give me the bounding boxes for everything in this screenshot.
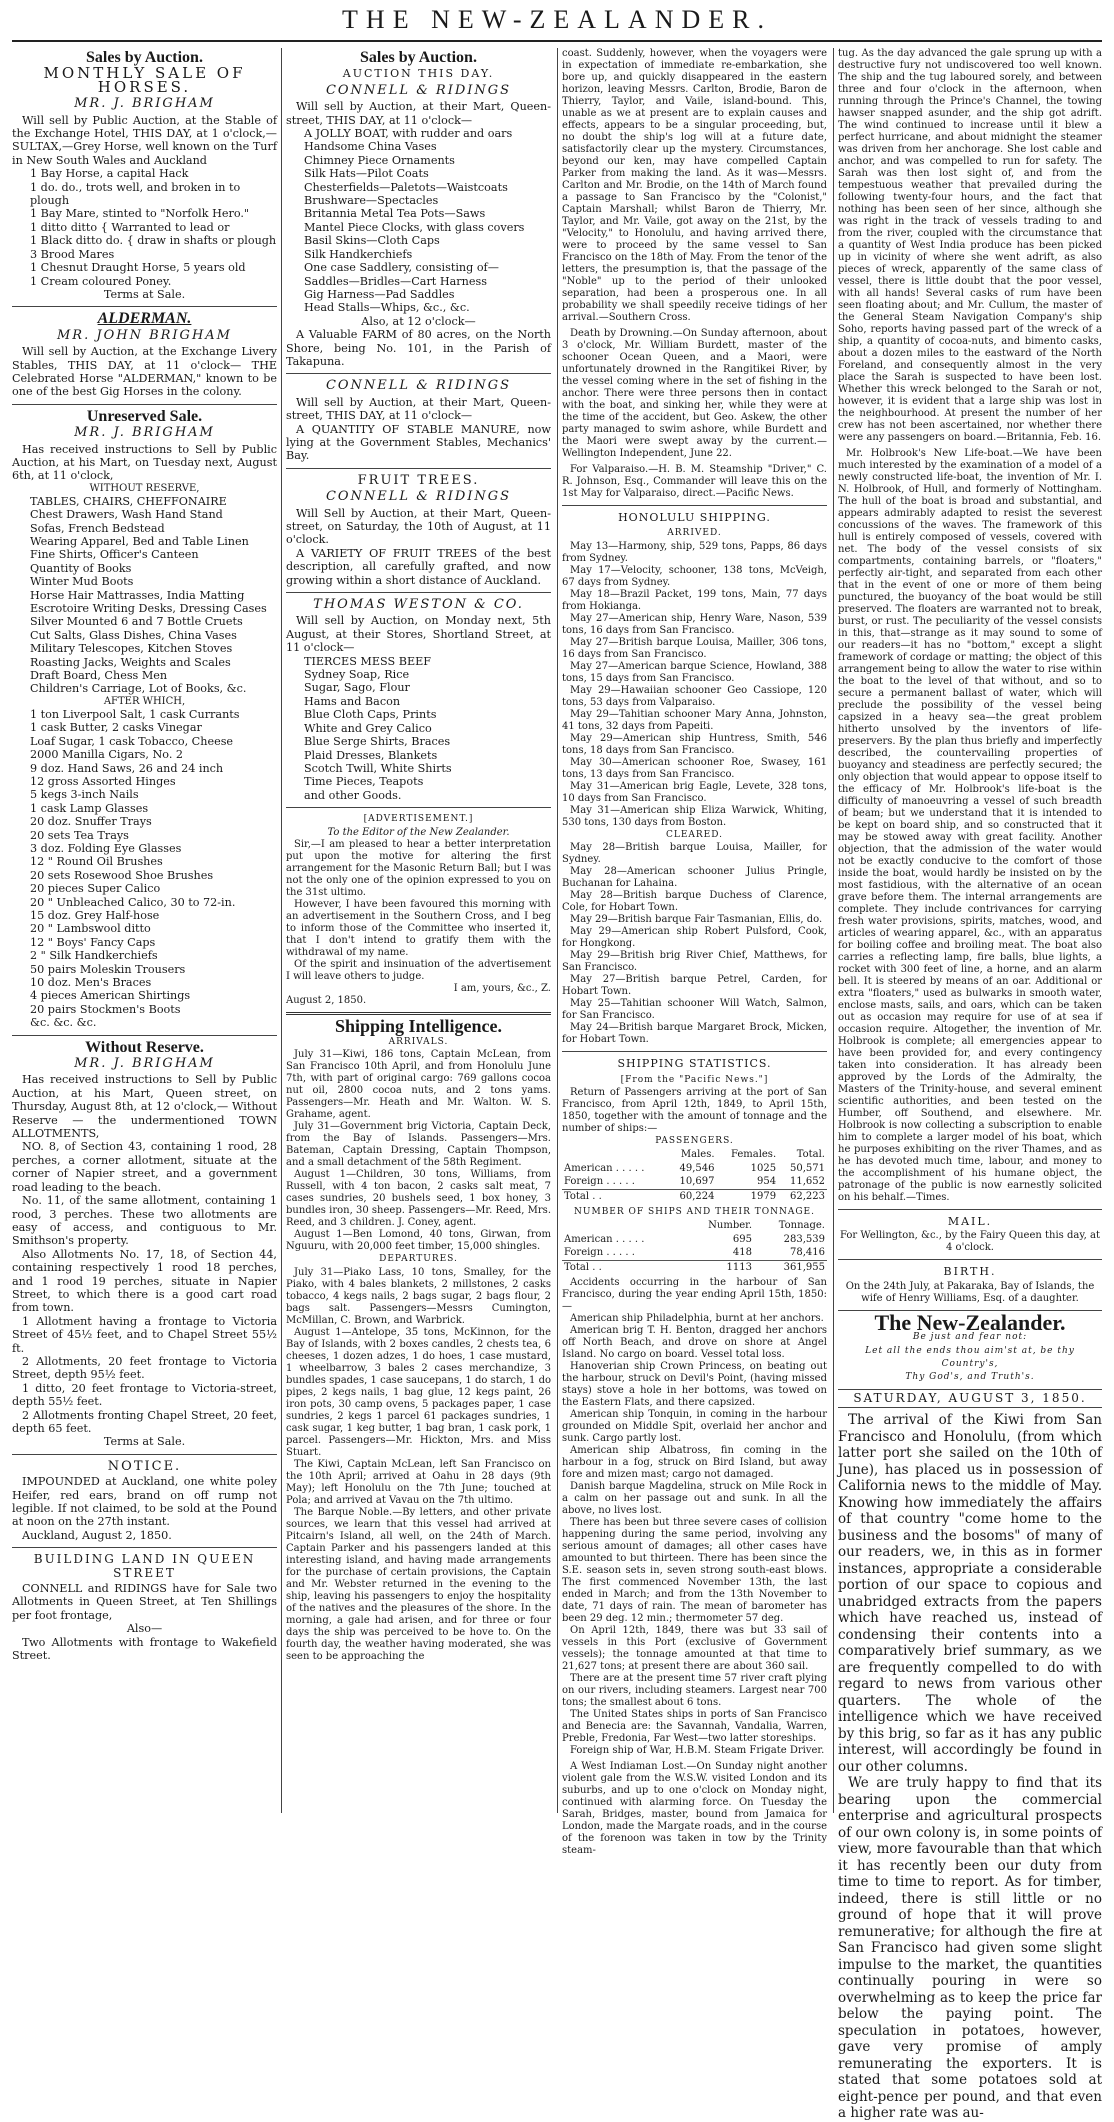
divider: [12, 1035, 277, 1036]
subheading: NUMBER OF SHIPS AND THEIR TONNAGE.: [574, 1207, 815, 1218]
lot-item: No. 11, of the same allotment, containing 1 rood, 3 perches. These two allotments are easy of access, and contiguous to Mr. Smithson's property.: [12, 1194, 277, 1248]
list-item: A JOLLY BOAT, with rudder and oars: [304, 127, 513, 141]
lot-list: [12, 1140, 277, 1435]
lot-item: 1 ditto, 20 feet frontage to Victoria-street, depth 55½ feet.: [12, 1381, 277, 1409]
table-header-cell: [562, 1148, 668, 1161]
notice-text: On the 24th July, at Pakaraka, Bay of Islands, the wife of Henry Williams, Esq. of a daughter.: [845, 1280, 1095, 1304]
source-note: [From the "Pacific News."]: [620, 1074, 769, 1085]
letter-signature: I am, yours, &c., Z.: [453, 982, 551, 994]
arrival-entry: May 17—Velocity, schooner, 138 tons, McVeigh, 67 days from Sydney.: [562, 564, 827, 588]
ad-title: AUCTION THIS DAY.: [342, 67, 495, 81]
list-item: Sofas, French Bedstead: [30, 521, 165, 535]
cleared-entry: May 29—British brig River Chief, Matthews, for San Francisco.: [562, 950, 827, 974]
list-item: Saddles—Bridles—Cart Harness: [304, 274, 487, 288]
ad-text: A QUANTITY OF STABLE MANURE, now lying at the Government Stables, Mechanics' Bay.: [286, 422, 551, 463]
section-heading: SHIPPING STATISTICS.: [617, 1057, 772, 1071]
list-item: 9 doz. Hand Saws, 26 and 24 inch: [30, 761, 224, 775]
accident-entry: American brig T. H. Benton, dragged her anchors off North Beach, and drove on shore at Angel Island. No cargo on board. Vessel total loss.: [562, 1325, 827, 1361]
arrival-entry: July 31—Government brig Victoria, Captain Deck, from the Bay of Islands. Passengers—Mrs. Bateman, Captain Dressing, Captain Thompson, and a small detachment of the 58th Regiment.: [286, 1121, 551, 1169]
table-cell: 62,223: [778, 1189, 827, 1203]
letter-paragraph: Of the spirit and insinuation of the advertisement I will leave others to judge.: [286, 958, 551, 982]
news-item: For Valparaiso.—H. B. M. Steamship "Driver," C. R. Johnson, Esq., Commander will leave this on the 1st May for Valparaiso, direct.—Pacific News.: [562, 464, 827, 499]
subheading: DEPARTURES.: [379, 1254, 458, 1265]
ad-title: Without Reserve.: [85, 1038, 204, 1056]
arrival-entry: May 29—American ship Huntress, Smith, 546 tons, 18 days from San Francisco.: [562, 732, 827, 756]
list-item: Winter Mud Boots: [30, 575, 134, 589]
lot-item: 2 Allotments, 20 feet frontage to Victoria Street, depth 95½ feet.: [12, 1354, 277, 1382]
ad-text: Also, at 12 o'clock—: [361, 314, 476, 328]
table-cell: 1113: [685, 1260, 754, 1274]
section-heading: Shipping Intelligence.: [334, 1015, 503, 1036]
arrival-entry: May 27—British barque Louisa, Mailler, 306 tons, 16 days from San Francisco.: [562, 636, 827, 660]
table-cell: Total . .: [562, 1260, 685, 1274]
table-header-cell: Number.: [708, 1220, 752, 1232]
letter-paragraph: However, I have been favoured this morning with an advertisement in the Southern Cross, and I beg to inform those of the Committee who inserted it, that I don't intend to gratify them with the withdrawal of my name.: [286, 898, 551, 958]
arrival-entry: May 13—Harmony, ship, 529 tons, Papps, 86 days from Sydney.: [562, 540, 827, 564]
section-heading: BIRTH.: [943, 1265, 997, 1279]
list-item: Loaf Sugar, 1 cask Tobacco, Cheese: [30, 734, 234, 748]
subheading: PASSENGERS.: [655, 1136, 734, 1147]
list-item: Hams and Bacon: [304, 694, 401, 708]
cleared-entry: May 29—American ship Robert Pulsford, Cook, for Hongkong.: [562, 926, 827, 950]
lot-item: NO. 8, of Section 43, containing 1 rood, 28 perches, a corner allotment, situate at the corner of Napier street, and a government road leading to the beach.: [12, 1140, 277, 1194]
list-item: 1 cask Butter, 2 casks Vinegar: [30, 721, 202, 735]
divider: [12, 404, 277, 405]
list-item: Britannia Metal Tea Pots—Saws: [304, 207, 486, 221]
table-cell: 11,652: [790, 1176, 825, 1188]
list-item: 20 pairs Stockmen's Boots: [30, 1002, 181, 1016]
column-4: [838, 48, 1102, 2122]
list-item: Plaid Dresses, Blankets: [304, 748, 438, 762]
column-divider: [833, 48, 834, 1813]
lot-item: 1 Allotment having a frontage to Victoria Street of 45½ feet, and to Chapel Street 55½ ft.: [12, 1314, 277, 1355]
list-item: 12 gross Assorted Hinges: [30, 774, 176, 788]
cleared-entry: May 28—British barque Louisa, Mailler, for Sydney.: [562, 842, 827, 866]
passengers-table: [562, 1148, 827, 1203]
divider: [838, 1259, 1102, 1260]
cleared-entry: May 29—British barque Fair Tasmanian, Ellis, do.: [570, 914, 823, 926]
list-item: and other Goods.: [304, 788, 402, 802]
ad-text: Will sell by Auction, at their Mart, Queen-street, THIS DAY, at 11 o'clock—: [286, 395, 551, 423]
list-item: 20 sets Rosewood Shoe Brushes: [30, 868, 214, 882]
list-item: One case Saddlery, consisting of—: [304, 261, 499, 275]
ad-title: BUILDING LAND IN QUEEN STREET: [33, 1552, 256, 1580]
divider: [12, 306, 277, 307]
list-item: 15 doz. Grey Half-hose: [30, 908, 160, 922]
ad-text: Will Sell by Auction, at their Mart, Queen-street, on Saturday, the 10th of August, at 11 o'clock.: [286, 506, 551, 547]
divider: [838, 1209, 1102, 1210]
notice-text: For Wellington, &c., by the Fairy Queen this day, at 4 o'clock.: [840, 1230, 1100, 1254]
list-item: 50 pairs Moleskin Trousers: [30, 962, 186, 976]
divider: [286, 807, 551, 808]
list-item: White and Grey Calico: [304, 721, 432, 735]
section-heading: HONOLULU SHIPPING.: [618, 511, 771, 524]
list-item: Children's Carriage, Lot of Books, &c.: [30, 682, 247, 696]
accident-entry: Danish barque Magdelina, struck on Mile Rock in a calm on her passage out and sunk. In all the above, no lives lost.: [562, 1481, 827, 1517]
arrival-entry: May 27—American ship, Henry Ware, Nason, 539 tons, 16 days from San Francisco.: [562, 612, 827, 636]
table-row: [562, 1260, 827, 1274]
cleared-list: [562, 842, 827, 1046]
arrived-list: [562, 541, 827, 829]
list-item: 1 cask Lamp Glasses: [30, 801, 149, 815]
table-cell: Total . .: [562, 1189, 668, 1203]
list-item: TABLES, CHAIRS, CHEFFONAIRE: [30, 494, 227, 508]
table-header-cell: [562, 1219, 685, 1232]
letter-body: [286, 839, 551, 983]
column-2: [286, 48, 551, 1813]
table-cell: American . . . . .: [564, 1233, 645, 1245]
list-item: Sugar, Sago, Flour: [304, 681, 410, 695]
list-item: Roasting Jacks, Weights and Scales: [30, 655, 231, 669]
table-row: [562, 1246, 827, 1260]
dateline: SATURDAY, AUGUST 3, 1850.: [838, 1389, 1102, 1408]
news-item: Death by Drowning.—On Sunday afternoon, about 3 o'clock, Mr. William Burdett, master of the schooner Ocean Queen, and a Maori, were unfortunately drowned in the Rangitikei River, by the vessel coming where in the set of fishing in the anchor. There were three persons then in contact with the boat, and sinking her, while they were at the time of the accident, but Geo. Askew, the other party managed to swim ashore, while Burdett and the Maori were swept away by the current.—Wellington Independent, June 22.: [562, 328, 827, 459]
ad-text: Two Allotments with frontage to Wakefield Street.: [12, 1635, 277, 1663]
list-item: TIERCES MESS BEEF: [304, 654, 432, 668]
list-item: 1 ton Liverpool Salt, 1 cask Currants: [30, 707, 240, 721]
list-item: Silver Mounted 6 and 7 Bottle Cruets: [30, 615, 243, 629]
motto: Be just and fear not:: [912, 1332, 1028, 1343]
ad-date: Auckland, August 2, 1850.: [22, 1528, 172, 1542]
list-item: 1 Bay Horse, a capital Hack: [30, 167, 189, 181]
list-item: 2 " Silk Handkerchiefs: [30, 949, 158, 963]
lot-item: Also Allotments No. 17, 18, of Section 44, containing respectively 1 rood 18 perches, and 1 rood 19 perches, situate in Napier Street, to which there is a good cart road from town.: [12, 1247, 277, 1315]
list-item: 3 doz. Folding Eye Glasses: [30, 841, 182, 855]
ad-text: Will sell by Auction, on Monday next, 5th August, at their Stores, Shortland Street, at 11 o'clock—: [286, 614, 551, 655]
arrival-entry: May 30—American schooner Roe, Swasey, 161 tons, 13 days from San Francisco.: [562, 756, 827, 780]
letter-address: To the Editor of the New Zealander.: [327, 826, 510, 838]
table-row: [562, 1189, 827, 1203]
list-item: 2000 Manilla Cigars, No. 2: [30, 748, 184, 762]
divider: [286, 373, 551, 374]
cleared-entry: May 28—American schooner Julius Pringle, Buchanan for Lahaina.: [562, 866, 827, 890]
accident-entry: Foreign ship of War, H.B.M. Steam Frigate Driver.: [570, 1745, 825, 1757]
list-item: Scotch Twill, White Shirts: [304, 761, 452, 775]
column-3: [562, 48, 827, 1857]
column-1: [12, 48, 277, 1813]
list-item: 20 doz. Snuffer Trays: [30, 815, 152, 829]
table-header-cell: Total.: [796, 1149, 825, 1161]
list-item: Silk Hats—Pilot Coats: [304, 167, 429, 181]
motto: Thy God's, and Truth's.: [905, 1372, 1035, 1383]
table-cell: 954: [757, 1176, 777, 1188]
divider: [286, 468, 551, 469]
list-item: 1 Chesnut Draught Horse, 5 years old: [30, 261, 246, 275]
section-heading: Sales by Auction.: [86, 49, 203, 66]
ad-text: A Valuable FARM of 80 acres, on the North Shore, being No. 101, in the Parish of Takapuna.: [286, 328, 551, 368]
list-item: Military Telescopes, Kitchen Stoves: [30, 642, 233, 656]
ad-title: FRUIT TREES.: [357, 472, 480, 488]
table-cell: American . . . . .: [564, 1162, 645, 1174]
divider: [286, 1012, 551, 1015]
list-item: Basil Skins—Cloth Caps: [304, 234, 440, 248]
divider: [286, 592, 551, 593]
divider: [12, 1547, 277, 1548]
table-row: [562, 1175, 827, 1189]
motto: Let all the ends thou aim'st at, be thy Country's,: [865, 1345, 1075, 1370]
auctioneer-name: CONNELL & RIDINGS: [325, 489, 512, 505]
news-item: Return of Passengers arriving at the port of San Francisco, from April 12th, 1849, to April 15th, 1850, together with the amount of tonnage and the number of ships:—: [562, 1087, 827, 1135]
list-item: Gig Harness—Pad Saddles: [304, 287, 455, 301]
accident-entry: American ship Tonquin, in coming in the harbour grounded on Middle Spit, overlaid her anchor and sunk. Cargo partly lost.: [562, 1409, 827, 1445]
arrival-entry: July 31—Kiwi, 186 tons, Captain McLean, from San Francisco 10th April, and from Honolulu June 7th, with part of original cargo: 769 gallons cocoa nut oil, 2800 cocoa nuts, and 2 tons yams. Passengers—Mr. Heath and Mr. Walton. W. S. Grahame, agent.: [286, 1049, 551, 1121]
subheading: ARRIVED.: [667, 528, 722, 539]
auctioneer-name: CONNELL & RIDINGS: [325, 378, 512, 394]
list-item: 4 pieces American Shirtings: [30, 989, 191, 1003]
ad-text: Will sell by Auction, at the Exchange Livery Stables, THIS DAY, at 11 o'clock— THE Celebrated Horse "ALDERMAN," known to be one of the best Gig Horses in the colony.: [12, 345, 277, 399]
auctioneer-name: MR. J. BRIGHAM: [74, 425, 215, 441]
list-item: Blue Cloth Caps, Prints: [304, 708, 437, 722]
terms: Terms at Sale.: [103, 287, 186, 301]
item-list: [286, 655, 551, 802]
divider: [562, 1051, 827, 1052]
table-cell: Foreign . . . . .: [564, 1247, 635, 1259]
editorial-title: The New-Zealander.: [874, 1309, 1066, 1335]
editorial-paragraph: The arrival of the Kiwi from San Francisco and Honolulu, (from which latter port she sailed on the 10th of June), has placed us in possession of California news to the middle of May. Knowing how immediately the affairs of that country "come home to the business and the bosoms" of many of our readers, we, in this as in former instances, appropriate a considerable portion of our space to copious and unabridged extracts from the papers which have reached us, instead of condensing their contents into a comparatively brief summary, as we are frequently compelled to do with regard to news from various other quarters. The whole of the intelligence which we have received by this brig, so far as it has any public interest, will accordingly be found in our other columns.: [838, 1412, 1102, 1775]
arrival-entry: May 29—Hawaiian schooner Geo Cassiope, 120 tons, 53 days from Valparaiso.: [562, 684, 827, 708]
table-row: [562, 1233, 827, 1246]
list-item: 3 Brood Mares: [30, 247, 115, 261]
arrival-entry: May 27—American barque Science, Howland, 388 tons, 15 days from San Francisco.: [562, 660, 827, 684]
item-list: [286, 127, 551, 315]
column-divider: [557, 48, 558, 1813]
subheading: AFTER WHICH,: [103, 695, 186, 707]
list-item: Fine Shirts, Officer's Canteen: [30, 548, 199, 562]
list-item: Escrotoire Writing Desks, Dressing Cases: [30, 602, 267, 616]
arrival-entry: August 1—Ben Lomond, 40 tons, Girwan, from Nguuru, with 20,000 feet timber, 15,000 shingles.: [286, 1229, 551, 1253]
ad-text: Will sell by Auction, at their Mart, Queen-street, THIS DAY, at 11 o'clock—: [286, 100, 551, 127]
table-row: [562, 1162, 827, 1175]
column-divider: [281, 48, 282, 1813]
arrival-entry: May 29—Tahitian schooner Mary Anna, Johnston, 41 tons, 32 days from Papeiti.: [562, 708, 827, 732]
list-item: Time Pieces, Teapots: [304, 775, 424, 789]
table-cell: 78,416: [790, 1247, 825, 1259]
table-cell: 1025: [750, 1162, 777, 1174]
list-item: 10 doz. Men's Braces: [30, 976, 152, 989]
accident-entry: There has been but three severe cases of collision happening during the same period, involving any serious amount of damages; all other cases have amounted to but thirteen. There has been since the S.E. season sets in, seven strong south-east blows. The first commenced November 13th, the last ended in March; and from the 13th November to date, 71 days of rain. The mean of barometer has been 29 deg. 12 min.; thermometer 57 deg.: [562, 1517, 827, 1625]
ad-title: ALDERMAN.: [97, 310, 192, 328]
news-item: The Barque Noble.—By letters, and other private sources, we learn that this vessel had arrived at Pitcairn's Island, all well, on the 24th of March. Captain Parker and his passengers landed at this interesting island, and having made arrangements for the purchase of certain provisions, the Captain and Mr. Webster returned in the evening to the ship, leaving his passengers to enjoy the hospitality of the natives and the pleasures of the shore. In the morning, a gale had arisen, and for three or four days the ship was perceived to be hove to. On the fourth day, the weather having moderated, she was seen to be approaching the: [286, 1506, 551, 1662]
news-item: The Kiwi, Captain McLean, left San Francisco on the 10th April; arrived at Oahu in 28 days (9th May); left Honolulu on the 7th June; touched at Pola; and arrived at Vavau on the 7th ultimo.: [286, 1458, 551, 1506]
table-cell: 60,224: [668, 1189, 717, 1203]
list-item: Handsome China Vases: [304, 140, 437, 154]
accidents-list: [562, 1277, 827, 1757]
editorial-body: [838, 1412, 1102, 2122]
list-item: Blue Serge Shirts, Braces: [304, 735, 451, 749]
ad-title: NOTICE.: [107, 1458, 182, 1474]
ad-text: CONNELL and RIDINGS have for Sale two Allotments in Queen Street, at Ten Shillings per foot frontage,: [12, 1582, 277, 1622]
ad-title: MONTHLY SALE OF HORSES.: [43, 64, 246, 96]
cleared-entry: May 28—British barque Duchess of Clarence, Cole, for Hobart Town.: [562, 890, 827, 914]
terms: Terms at Sale.: [103, 1435, 186, 1449]
accident-entry: Accidents occurring in the harbour of San Francisco, during the year ending April 15th, 1850:—: [562, 1277, 827, 1313]
auctioneer-name: THOMAS WESTON & CO.: [313, 597, 524, 613]
adv-label: [ADVERTISEMENT.]: [363, 814, 474, 825]
section-heading: Sales by Auction.: [360, 49, 477, 66]
accident-entry: American ship Albatross, fin coming in the harbour in a fog, struck on Bird Island, but away fore and mizen mast; cargo not damaged.: [562, 1445, 827, 1481]
table-header-cell: Tonnage.: [778, 1220, 825, 1232]
subheading: ARRIVALS.: [388, 1036, 449, 1047]
auctioneer-name: MR. J. BRIGHAM: [74, 1056, 215, 1072]
list-item: &c. &c. &c.: [30, 1016, 97, 1030]
newspaper-title: THE NEW-ZEALANDER.: [342, 5, 772, 34]
list-item: 20 " Unbleached Calico, 30 to 72-in.: [30, 895, 236, 909]
subheading: WITHOUT RESERVE,: [89, 482, 200, 494]
list-item: 20 sets Tea Trays: [30, 828, 129, 842]
table-cell: 1979: [717, 1189, 779, 1203]
table-cell: 695: [732, 1233, 752, 1245]
table-header-cell: Females.: [730, 1149, 777, 1161]
list-item: 1 do. do., trots well, and broken in to plough: [30, 180, 241, 208]
accident-entry: Hanoverian ship Crown Princess, on beating out the harbour, struck on Devil's Point, (having missed stays) stove a hole in her bottoms, was towed on the Eastern Flats, and there capsized.: [562, 1361, 827, 1409]
list-item: Chesterfields—Paletots—Waistcoats: [304, 180, 508, 194]
list-item: 12 " Round Oil Brushes: [30, 855, 163, 869]
table-cell: 10,697: [679, 1176, 715, 1188]
arrival-entry: May 18—Brazil Packet, 199 tons, Main, 77 days from Hokianga.: [562, 588, 827, 612]
list-item: Cut Salts, Glass Dishes, China Vases: [30, 628, 237, 642]
ad-text: IMPOUNDED at Auckland, one white poley Heifer, red ears, brand on off rump not legible. If not claimed, to be sold at the Pound at noon on the 27th instant.: [12, 1475, 277, 1529]
list-item: Sydney Soap, Rice: [304, 668, 410, 682]
list-item: Draft Board, Chess Men: [30, 669, 168, 683]
item-list: [12, 708, 277, 1030]
divider: [12, 1454, 277, 1455]
horse-list: [12, 167, 277, 288]
arrival-entry: May 31—American ship Eliza Warwick, Whiting, 530 tons, 130 days from Boston.: [562, 804, 827, 828]
list-item: 1 Black ditto do. { draw in shafts or plough: [30, 234, 277, 248]
list-item: Horse Hair Mattrasses, India Matting: [30, 588, 245, 602]
list-item: Brushware—Spectacles: [304, 194, 439, 208]
lot-item: 2 Allotments fronting Chapel Street, 20 feet, depth 65 feet.: [12, 1408, 277, 1435]
news-item: Mr. Holbrook's New Life-boat.—We have been much interested by the examination of a model of a newly constructed life-boat, the invention of Mr. I. N. Holbrook, of Hull, and formerly of Nottingham. The hull of the boat is broad and substantial, and appears admirably adapted to resist the severest concussions of the waves. The framework of this hull is entirely composed of vessels, covered with net. The body of the vessel consists of six compartments, containing barrels, or "floaters," perfectly air-tight, and separated from each other that in the event of one or more of them being punctured, the buoyancy of the boat would be still preserved. The floaters are warranted not to break, burst, or rust. The peculiarity of the vessel consists in this, that—strange as it may sound to some of our readers—it has no "bottom," except a slight framework of cordage or matting; the object of this arrangement being to allow the water to rise within the boat to the level of that without, and so to secure a permanent ballast of water, which will preclude the possibility of the vessel being capsized in a heavy sea—the great problem hitherto unsolved by the inventors of life-preservers. By the plan thus briefly and imperfectly described, the countervailing properties of buoyancy and steadiness are perfectly secured; the only objection that would appear to oppose itself to the efficacy of Mr. Holbrook's life-boat is the difficulty of manoeuvring a vessel of such breadth of beam; but we understand that it is intended to be kept on board ship, and so constructed that it may be stowed away with great facility. Another objection, that the admission of the water would not be exactly conducive to the comfort of those inside the boat, would hardly be insisted on by the most fastidious, with the alternative of an ocean grave before them. The internal arrangements are complete. They include contrivances for carrying fresh water provisions, spirits, matches, wood, and articles of wearing apparel, &c., with an apparatus for boiling coffee and broiling meat. The boat also carries a reflecting lamp, fire balls, blue lights, a rocket with 300 feet of line, a horne, and an alarm bell. It is steered by means of an oar. Additional or extra "floaters," used as bulwarks in smooth water, enclose masts, sails, and oars, which can be taken out as occasion may require for use of at sea if occasion require. Altogether, the invention of Mr. Holbrook is complete; all emergencies appear to have been provided for, and every contingency taken into consideration. It has already been approved by the Lords of the Admiralty, the Masters of the Trinity-house, and several eminent scientific authorities, and been tested on the Humber, off Southend, and elsewhere. Mr. Holbrook is now collecting a subscription to enable him to complete a larger model of his boat, which he purposes exhibiting on the river Thames, and as he has devoted much time, labour, and money to the accomplishment of his humane object, the patronage of the public is now earnestly solicited on his behalf.—Times.: [838, 448, 1102, 1203]
list-item: 1 ditto ditto { Warranted to lead or: [30, 220, 230, 234]
list-item: Chest Drawers, Wash Hand Stand: [30, 508, 223, 522]
ad-text: Will sell by Public Auction, at the Stable of the Exchange Hotel, THIS DAY, at 1 o'clock,— SULTAX,—Grey Horse, well known on the Turf in New South Wales and Auckland: [12, 113, 277, 167]
list-item: 1 Bay Mare, stinted to "Norfolk Hero.": [30, 207, 250, 221]
letter-date: August 2, 1850.: [286, 994, 367, 1006]
table-cell: 418: [732, 1247, 752, 1259]
list-item: 20 pieces Super Calico: [30, 882, 161, 896]
table-cell: 361,955: [754, 1260, 827, 1274]
departure-entry: August 1—Antelope, 35 tons, McKinnon, for the Bay of Islands, with 2 boxes candles, 2 chests tea, 6 cheeses, 1 dozen adzes, 1 do hoes, 1 case mustard, 1 wheelbarrow, 3 bales 2 cases merchandize, 3 bundles spades, 1 case saucepans, 1 do starch, 1 do pipes, 2 kegs nails, 1 bag glue, 12 kegs paint, 26 iron pots, 30 camp ovens, 5 packages paper, 1 case sundries, 2 kegs 1 parcel 61 packages sundries, 1 cask sugar, 1 keg butter, 1 bag bran, 1 cask pork, 1 parcel. Passengers—Mr. Hickton, Mrs. and Miss Stuart.: [286, 1326, 551, 1458]
tonnage-table: [562, 1219, 827, 1274]
arrival-entry: May 31—American brig Eagle, Levete, 328 tons, 10 days from San Francisco.: [562, 780, 827, 804]
list-item: Head Stalls—Whips, &c., &c.: [304, 301, 470, 315]
ad-title: Unreserved Sale.: [86, 407, 203, 425]
ad-text: Has received instructions to Sell by Public Auction, at his Mart, Queen street, on Thursday, August 8th, at 12 o'clock,— Without Reserve — the undermentioned TOWN ALLOTMENTS,: [12, 1073, 277, 1141]
editorial-paragraph: We are truly happy to find that its bearing upon the commercial enterprise and agricultural prospects of our own colony is, in some points of view, more favourable than that which it has recently been our duty from time to time to report. As for timber, indeed, there is still little or no ground of hope that it will prove remunerative; for although the fire at San Francisco had given some slight impulse to the market, the quantities continually pouring in were so overwhelming as to keep the price far below the paying point. The speculation in potatoes, however, gave very promise of amply remunerating the exporters. It is stated that some potatoes sold at eight-pence per pound, and that even a higher rate was au-: [838, 1775, 1102, 2122]
list-item: Quantity of Books: [30, 561, 132, 575]
arrival-entry: August 1—Children, 30 tons, Williams, from Russell, with 4 ton bacon, 2 casks salt meat, 7 cases sundries, 20 bushels seed, 1 box honey, 3 bundles iron, 30 sheep. Passengers—Mr. Reed, Mrs. Reed, and 3 children. J. Coney, agent.: [286, 1169, 551, 1229]
list-item: 20 " Lambswool ditto: [30, 922, 151, 936]
news-item: coast. Suddenly, however, when the voyagers were in expectation of immediate re-embarkation, she bore up, and quickly disappeared in the eastern horizon, leaving Messrs. Carlton, Brodie, Baron de Thierry, Taylor, and Vaile, island-bound. This, unable as we at present are to explain causes and effects, appears to be a singular proceeding, but, no doubt the ship's log will at a future date, satisfactorily clear up the mystery. Circumstances, beyond our ken, may have compelled Captain Parker from making the land. As it was—Messrs. Carlton and Mr. Brodie, on the 14th of March found a passage to San Francisco by the "Colonist," Captain Marshall; whilst Baron de Thierry, Mr. Taylor, and Mr. Vaile, got away on the 21st, by the "Velocity," to Honolulu, and having arrived there, were to proceed by the same vessel to San Francisco on the 18th of May. From the tenor of the letters, the presumption is, that the passage of the "Noble" up to the period of their unlooked separation, had been a prosperous one. In all probability we shall speedily receive tidings of her arrival.—Southern Cross.: [562, 48, 827, 323]
list-item: 5 kegs 3-inch Nails: [30, 788, 139, 802]
masthead-rule: [12, 40, 1102, 42]
letter-paragraph: Sir,—I am pleased to hear a better interpretation put upon the motive for altering the first arrangement for the Masonic Return Ball; but I was not the only one of the opinion expressed to you on the 31st ultimo.: [286, 838, 551, 898]
masthead: [0, 0, 1114, 40]
divider: [562, 505, 827, 506]
section-heading: MAIL.: [947, 1215, 993, 1228]
ad-text: Also—: [126, 1622, 163, 1636]
cleared-entry: May 25—Tahitian schooner Will Watch, Salmon, for San Francisco.: [562, 998, 827, 1022]
accident-entry: There are at the present time 57 river craft plying on our rivers, including steamers. Largest near 700 tons; the smallest about 6 tons.: [562, 1673, 827, 1709]
accident-entry: On April 12th, 1849, there was but 33 sail of vessels in this Port (exclusive of Government vessels); the tonnage amounted at that time to 21,627 tons; at present there are about 360 sail.: [562, 1625, 827, 1673]
list-item: 1 Cream coloured Poney.: [30, 274, 172, 288]
departure-entry: July 31—Piako Lass, 10 tons, Smalley, for the Piako, with 4 bales blankets, 2 millstones, 2 casks tobacco, 4 kegs nails, 2 bags sugar, 2 bags flour, 2 bags salt. Passengers—Messrs Cumington, McMillan, C. Brown, and Warbrick.: [286, 1266, 551, 1326]
subheading: CLEARED.: [665, 829, 724, 840]
table-cell: 49,546: [679, 1162, 715, 1174]
item-list: [12, 495, 277, 696]
cleared-entry: May 27—British barque Petrel, Carden, for Hobart Town.: [562, 974, 827, 998]
ad-text: Has received instructions to Sell by Public Auction, at his Mart, on Tuesday next, August 6th, at 11 o'clock,: [12, 442, 277, 483]
table-cell: 50,571: [790, 1162, 825, 1174]
news-item: A West Indiaman Lost.—On Sunday night another violent gale from the W.S.W. visited London and its suburbs, and up to one o'clock on Monday night, continued with alarming force. On Tuesday the Sarah, Bridges, master, bound from Jamaica for London, made the Margate roads, and in the course of the forenoon was taken in tow by the Trinity steam-: [562, 1761, 827, 1857]
auctioneer-name: CONNELL & RIDINGS: [325, 82, 512, 98]
table-cell: Foreign . . . . .: [564, 1176, 635, 1188]
table-cell: 283,539: [783, 1233, 825, 1245]
accident-entry: The United States ships in ports of San Francisco and Benecia are: the Savannah, Vandalia, Warren, Preble, Fredonia, Far West—two latter storeships.: [562, 1709, 827, 1745]
list-item: Mantel Piece Clocks, with glass covers: [304, 220, 525, 234]
auctioneer-name: MR. JOHN BRIGHAM: [57, 327, 232, 343]
accident-entry: American ship Philadelphia, burnt at her anchors.: [570, 1313, 824, 1325]
list-item: Wearing Apparel, Bed and Table Linen: [30, 535, 249, 548]
list-item: Chimney Piece Ornaments: [304, 153, 455, 167]
cleared-entry: May 24—British barque Margaret Brock, Micken, for Hobart Town.: [562, 1022, 827, 1046]
arrivals-list: [286, 1049, 551, 1253]
list-item: Silk Handkerchiefs: [304, 247, 413, 261]
auctioneer-name: MR. J. BRIGHAM: [74, 96, 215, 112]
ad-text: A VARIETY OF FRUIT TREES of the best description, all carefully grafted, and now growing within a short distance of Auckland.: [286, 546, 551, 587]
list-item: 12 " Boys' Fancy Caps: [30, 935, 156, 949]
departures-list: [286, 1267, 551, 1459]
table-header-cell: Males.: [680, 1149, 715, 1161]
news-item: tug. As the day advanced the gale sprung up with a destructive fury not undiscovered too well known. The ship and the tug laboured sorely, and between three and four o'clock in the afternoon, when running through the Prince's Channel, the towing hawser snapped asunder, and the ship got adrift. The wind continued to increase until it blew a perfect hurricane, and about midnight the steamer was driven from her anchorage. She lost cable and anchor, and was compelled to run for safety. The Sarah was then lost sight of, and from the tempestuous weather that prevailed during the following twenty-four hours, and the fact that nothing has been seen of her since, although she was right in the track of vessels trading to and from the river, coupled with the circumstance that a quantity of West India produce has been picked up in vicinity of where she went adrift, as also pieces of wreck, apparently of the same class of vessel, there is little doubt that the poor vessel, with all hands! Several casks of rum have been seen floating about; and Mr. Cullum, the master of the General Steam Navigation Company's ship Soho, reports having passed part of the wreck of a ship, a quantity of cocoa-nuts, and bimento casks, about a dozen miles to the eastward of the North Foreland, and consequently almost in the very place the Sarah is suspected to have been lost. Whether this wreck belonged to the Sarah or not, however, it is evident that a large ship was lost in the neighbourhood. At present the number of her crew has not been ascertained, nor whether there were any passengers on board.—Britannia, Feb. 16.: [838, 48, 1102, 443]
